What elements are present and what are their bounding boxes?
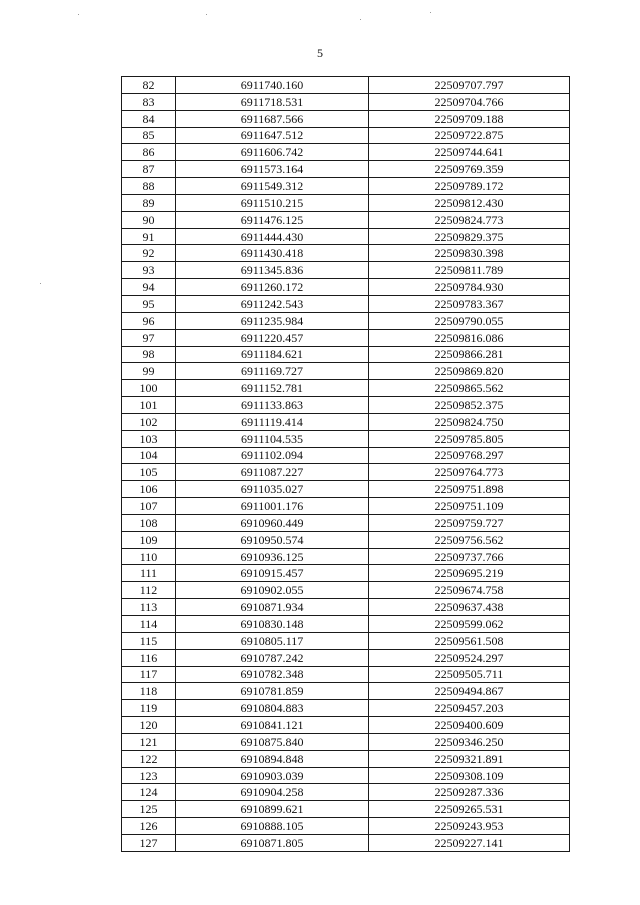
table-row bbox=[122, 127, 570, 144]
table-row bbox=[122, 279, 570, 296]
y-coordinate-cell: 22509768.297 bbox=[369, 447, 570, 464]
point-number-cell: 127 bbox=[122, 834, 176, 851]
table-row bbox=[122, 498, 570, 515]
table-row bbox=[122, 582, 570, 599]
x-coordinate-cell: 6910782.348 bbox=[176, 666, 369, 683]
y-coordinate-cell: 22509243.953 bbox=[369, 818, 570, 835]
table-row bbox=[122, 144, 570, 161]
table-row bbox=[122, 77, 570, 94]
table-row bbox=[122, 346, 570, 363]
x-coordinate-cell: 6910904.258 bbox=[176, 784, 369, 801]
x-coordinate-cell: 6910902.055 bbox=[176, 582, 369, 599]
point-number-cell: 108 bbox=[122, 514, 176, 531]
point-number-cell: 83 bbox=[122, 93, 176, 110]
table-row bbox=[122, 733, 570, 750]
point-number-cell: 111 bbox=[122, 565, 176, 582]
point-number-cell: 109 bbox=[122, 531, 176, 548]
table-row bbox=[122, 514, 570, 531]
scan-speck bbox=[360, 19, 361, 20]
x-coordinate-cell: 6910871.934 bbox=[176, 599, 369, 616]
table-row bbox=[122, 632, 570, 649]
x-coordinate-cell: 6910915.457 bbox=[176, 565, 369, 582]
y-coordinate-cell: 22509321.891 bbox=[369, 750, 570, 767]
point-number-cell: 98 bbox=[122, 346, 176, 363]
x-coordinate-cell: 6911001.176 bbox=[176, 498, 369, 515]
point-number-cell: 95 bbox=[122, 295, 176, 312]
y-coordinate-cell: 22509764.773 bbox=[369, 464, 570, 481]
table-row bbox=[122, 430, 570, 447]
y-coordinate-cell: 22509784.930 bbox=[369, 279, 570, 296]
scan-speck bbox=[430, 12, 431, 13]
x-coordinate-cell: 6911606.742 bbox=[176, 144, 369, 161]
x-coordinate-cell: 6910894.848 bbox=[176, 750, 369, 767]
y-coordinate-cell: 22509756.562 bbox=[369, 531, 570, 548]
x-coordinate-cell: 6910871.805 bbox=[176, 834, 369, 851]
point-number-cell: 104 bbox=[122, 447, 176, 464]
x-coordinate-cell: 6911510.215 bbox=[176, 194, 369, 211]
table-row bbox=[122, 700, 570, 717]
point-number-cell: 117 bbox=[122, 666, 176, 683]
y-coordinate-cell: 22509561.508 bbox=[369, 632, 570, 649]
y-coordinate-cell: 22509816.086 bbox=[369, 329, 570, 346]
table-row bbox=[122, 834, 570, 851]
x-coordinate-cell: 6910804.883 bbox=[176, 700, 369, 717]
y-coordinate-cell: 22509852.375 bbox=[369, 397, 570, 414]
point-number-cell: 94 bbox=[122, 279, 176, 296]
table-row bbox=[122, 329, 570, 346]
x-coordinate-cell: 6911235.984 bbox=[176, 312, 369, 329]
table-row bbox=[122, 211, 570, 228]
x-coordinate-cell: 6911430.418 bbox=[176, 245, 369, 262]
point-number-cell: 113 bbox=[122, 599, 176, 616]
table-row bbox=[122, 464, 570, 481]
point-number-cell: 88 bbox=[122, 178, 176, 195]
point-number-cell: 86 bbox=[122, 144, 176, 161]
y-coordinate-cell: 22509824.773 bbox=[369, 211, 570, 228]
x-coordinate-cell: 6910830.148 bbox=[176, 616, 369, 633]
table-row bbox=[122, 717, 570, 734]
y-coordinate-cell: 22509785.805 bbox=[369, 430, 570, 447]
x-coordinate-cell: 6911087.227 bbox=[176, 464, 369, 481]
x-coordinate-cell: 6911220.457 bbox=[176, 329, 369, 346]
point-number-cell: 105 bbox=[122, 464, 176, 481]
x-coordinate-cell: 6910950.574 bbox=[176, 531, 369, 548]
y-coordinate-cell: 22509524.297 bbox=[369, 649, 570, 666]
point-number-cell: 103 bbox=[122, 430, 176, 447]
table-row bbox=[122, 380, 570, 397]
table-row bbox=[122, 194, 570, 211]
table-row bbox=[122, 531, 570, 548]
y-coordinate-cell: 22509830.398 bbox=[369, 245, 570, 262]
table-row bbox=[122, 110, 570, 127]
x-coordinate-cell: 6910841.121 bbox=[176, 717, 369, 734]
point-number-cell: 93 bbox=[122, 262, 176, 279]
y-coordinate-cell: 22509457.203 bbox=[369, 700, 570, 717]
x-coordinate-cell: 6911169.727 bbox=[176, 363, 369, 380]
point-number-cell: 100 bbox=[122, 380, 176, 397]
y-coordinate-cell: 22509709.188 bbox=[369, 110, 570, 127]
point-number-cell: 112 bbox=[122, 582, 176, 599]
y-coordinate-cell: 22509759.727 bbox=[369, 514, 570, 531]
point-number-cell: 99 bbox=[122, 363, 176, 380]
x-coordinate-cell: 6911104.535 bbox=[176, 430, 369, 447]
x-coordinate-cell: 6910960.449 bbox=[176, 514, 369, 531]
point-number-cell: 91 bbox=[122, 228, 176, 245]
y-coordinate-cell: 22509599.062 bbox=[369, 616, 570, 633]
table-row bbox=[122, 649, 570, 666]
table-row bbox=[122, 228, 570, 245]
table-row bbox=[122, 245, 570, 262]
scan-speck bbox=[78, 14, 79, 15]
x-coordinate-cell: 6910888.105 bbox=[176, 818, 369, 835]
point-number-cell: 123 bbox=[122, 767, 176, 784]
x-coordinate-cell: 6911242.543 bbox=[176, 295, 369, 312]
y-coordinate-cell: 22509812.430 bbox=[369, 194, 570, 211]
x-coordinate-cell: 6911035.027 bbox=[176, 481, 369, 498]
table-row bbox=[122, 548, 570, 565]
table-row bbox=[122, 93, 570, 110]
point-number-cell: 87 bbox=[122, 161, 176, 178]
y-coordinate-cell: 22509637.438 bbox=[369, 599, 570, 616]
y-coordinate-cell: 22509695.219 bbox=[369, 565, 570, 582]
y-coordinate-cell: 22509866.281 bbox=[369, 346, 570, 363]
x-coordinate-cell: 6910936.125 bbox=[176, 548, 369, 565]
point-number-cell: 85 bbox=[122, 127, 176, 144]
y-coordinate-cell: 22509865.562 bbox=[369, 380, 570, 397]
x-coordinate-cell: 6911119.414 bbox=[176, 413, 369, 430]
y-coordinate-cell: 22509811.789 bbox=[369, 262, 570, 279]
y-coordinate-cell: 22509790.055 bbox=[369, 312, 570, 329]
coordinates-table bbox=[121, 76, 570, 852]
table-row bbox=[122, 767, 570, 784]
table-row bbox=[122, 161, 570, 178]
point-number-cell: 115 bbox=[122, 632, 176, 649]
table-row bbox=[122, 413, 570, 430]
point-number-cell: 120 bbox=[122, 717, 176, 734]
page-number: 5 bbox=[317, 46, 323, 60]
table-row bbox=[122, 363, 570, 380]
point-number-cell: 101 bbox=[122, 397, 176, 414]
y-coordinate-cell: 22509227.141 bbox=[369, 834, 570, 851]
x-coordinate-cell: 6910903.039 bbox=[176, 767, 369, 784]
x-coordinate-cell: 6910805.117 bbox=[176, 632, 369, 649]
y-coordinate-cell: 22509751.898 bbox=[369, 481, 570, 498]
x-coordinate-cell: 6911647.512 bbox=[176, 127, 369, 144]
x-coordinate-cell: 6910899.621 bbox=[176, 801, 369, 818]
point-number-cell: 126 bbox=[122, 818, 176, 835]
y-coordinate-cell: 22509737.766 bbox=[369, 548, 570, 565]
table-row bbox=[122, 481, 570, 498]
y-coordinate-cell: 22509824.750 bbox=[369, 413, 570, 430]
y-coordinate-cell: 22509722.875 bbox=[369, 127, 570, 144]
table-row bbox=[122, 262, 570, 279]
point-number-cell: 92 bbox=[122, 245, 176, 262]
table-row bbox=[122, 565, 570, 582]
y-coordinate-cell: 22509505.711 bbox=[369, 666, 570, 683]
y-coordinate-cell: 22509769.359 bbox=[369, 161, 570, 178]
coordinates-table-body bbox=[122, 77, 570, 852]
point-number-cell: 119 bbox=[122, 700, 176, 717]
point-number-cell: 84 bbox=[122, 110, 176, 127]
table-row bbox=[122, 295, 570, 312]
y-coordinate-cell: 22509674.758 bbox=[369, 582, 570, 599]
table-row bbox=[122, 312, 570, 329]
table-row bbox=[122, 683, 570, 700]
table-row bbox=[122, 616, 570, 633]
point-number-cell: 116 bbox=[122, 649, 176, 666]
y-coordinate-cell: 22509265.531 bbox=[369, 801, 570, 818]
x-coordinate-cell: 6911687.566 bbox=[176, 110, 369, 127]
x-coordinate-cell: 6911102.094 bbox=[176, 447, 369, 464]
point-number-cell: 118 bbox=[122, 683, 176, 700]
table-row bbox=[122, 599, 570, 616]
y-coordinate-cell: 22509744.641 bbox=[369, 144, 570, 161]
y-coordinate-cell: 22509287.336 bbox=[369, 784, 570, 801]
y-coordinate-cell: 22509829.375 bbox=[369, 228, 570, 245]
x-coordinate-cell: 6911740.160 bbox=[176, 77, 369, 94]
table-row bbox=[122, 818, 570, 835]
x-coordinate-cell: 6910787.242 bbox=[176, 649, 369, 666]
table-row bbox=[122, 178, 570, 195]
table-row bbox=[122, 447, 570, 464]
y-coordinate-cell: 22509783.367 bbox=[369, 295, 570, 312]
point-number-cell: 97 bbox=[122, 329, 176, 346]
point-number-cell: 90 bbox=[122, 211, 176, 228]
x-coordinate-cell: 6911345.836 bbox=[176, 262, 369, 279]
point-number-cell: 106 bbox=[122, 481, 176, 498]
x-coordinate-cell: 6911573.164 bbox=[176, 161, 369, 178]
y-coordinate-cell: 22509400.609 bbox=[369, 717, 570, 734]
point-number-cell: 107 bbox=[122, 498, 176, 515]
x-coordinate-cell: 6911152.781 bbox=[176, 380, 369, 397]
x-coordinate-cell: 6910781.859 bbox=[176, 683, 369, 700]
x-coordinate-cell: 6911718.531 bbox=[176, 93, 369, 110]
y-coordinate-cell: 22509346.250 bbox=[369, 733, 570, 750]
point-number-cell: 96 bbox=[122, 312, 176, 329]
x-coordinate-cell: 6911133.863 bbox=[176, 397, 369, 414]
y-coordinate-cell: 22509751.109 bbox=[369, 498, 570, 515]
point-number-cell: 82 bbox=[122, 77, 176, 94]
x-coordinate-cell: 6910875.840 bbox=[176, 733, 369, 750]
scan-speck bbox=[206, 14, 207, 15]
x-coordinate-cell: 6911476.125 bbox=[176, 211, 369, 228]
y-coordinate-cell: 22509494.867 bbox=[369, 683, 570, 700]
y-coordinate-cell: 22509707.797 bbox=[369, 77, 570, 94]
point-number-cell: 114 bbox=[122, 616, 176, 633]
scan-speck bbox=[40, 283, 41, 284]
point-number-cell: 121 bbox=[122, 733, 176, 750]
table-row bbox=[122, 801, 570, 818]
point-number-cell: 110 bbox=[122, 548, 176, 565]
y-coordinate-cell: 22509308.109 bbox=[369, 767, 570, 784]
table-row bbox=[122, 750, 570, 767]
point-number-cell: 89 bbox=[122, 194, 176, 211]
x-coordinate-cell: 6911184.621 bbox=[176, 346, 369, 363]
point-number-cell: 124 bbox=[122, 784, 176, 801]
y-coordinate-cell: 22509869.820 bbox=[369, 363, 570, 380]
x-coordinate-cell: 6911549.312 bbox=[176, 178, 369, 195]
x-coordinate-cell: 6911260.172 bbox=[176, 279, 369, 296]
table-row bbox=[122, 784, 570, 801]
y-coordinate-cell: 22509789.172 bbox=[369, 178, 570, 195]
point-number-cell: 122 bbox=[122, 750, 176, 767]
table-row bbox=[122, 397, 570, 414]
point-number-cell: 102 bbox=[122, 413, 176, 430]
x-coordinate-cell: 6911444.430 bbox=[176, 228, 369, 245]
table-row bbox=[122, 666, 570, 683]
point-number-cell: 125 bbox=[122, 801, 176, 818]
y-coordinate-cell: 22509704.766 bbox=[369, 93, 570, 110]
